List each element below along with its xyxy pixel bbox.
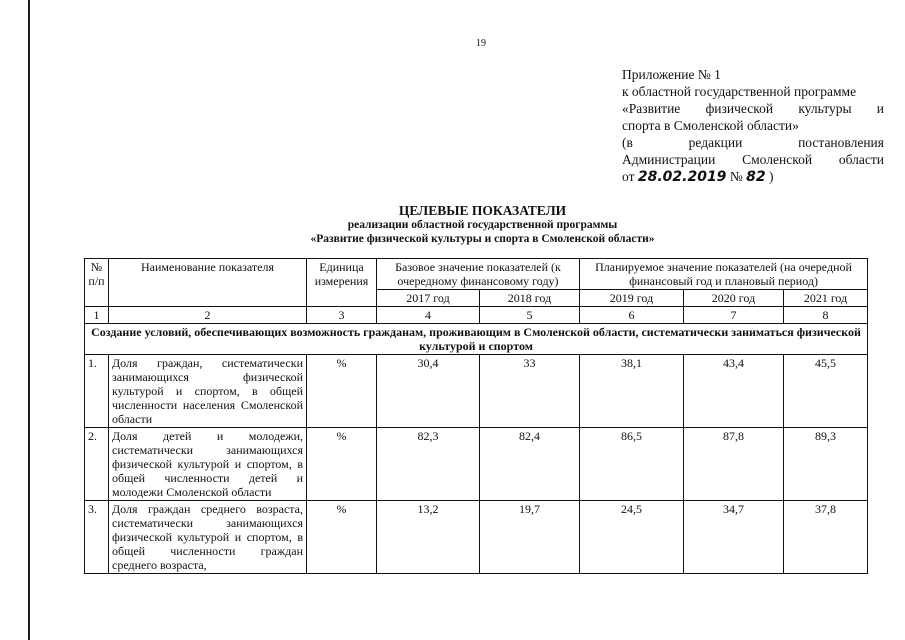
value-2019: 24,5 xyxy=(580,501,684,574)
column-number: 2 xyxy=(109,307,307,324)
word: редакции xyxy=(688,135,743,150)
word: постановления xyxy=(798,135,884,150)
header-plan: Планируемое значение показателей (на очередной финансовый год и плановый период) xyxy=(580,259,868,290)
header-year: 2018 год xyxy=(480,290,580,307)
header-name: Наименование показателя xyxy=(109,259,307,307)
header-year: 2020 год xyxy=(684,290,784,307)
header-unit: Единица измерения xyxy=(307,259,377,307)
table-row xyxy=(85,355,868,428)
indicator-name: Доля граждан среднего возраста, систематически занимающихся физической культурой и спортом, в общей численности граждан среднего возраста, xyxy=(109,501,307,574)
column-number: 6 xyxy=(580,307,684,324)
column-number-row xyxy=(85,307,868,324)
column-number: 7 xyxy=(684,307,784,324)
page-number: 19 xyxy=(476,38,486,49)
value-2020: 34,7 xyxy=(684,501,784,574)
appendix-line-program-name xyxy=(622,100,884,117)
column-number: 3 xyxy=(307,307,377,324)
row-number: 1. xyxy=(85,355,109,428)
table-row xyxy=(85,501,868,574)
indicator-unit: % xyxy=(307,501,377,574)
date-prefix: от xyxy=(622,169,635,184)
value-2017: 82,3 xyxy=(377,428,480,501)
header-base: Базовое значение показателей (к очередному финансовому году) xyxy=(377,259,580,290)
appendix-block xyxy=(622,66,884,186)
word: культуры xyxy=(798,101,852,116)
word: области xyxy=(838,152,884,167)
header-num: № п/п xyxy=(85,259,109,307)
indicators-table xyxy=(84,258,868,574)
section-row xyxy=(85,324,868,355)
appendix-line-program-name-end: спорта в Смоленской области» xyxy=(622,118,799,133)
binding-margin-line xyxy=(28,0,30,640)
value-2017: 13,2 xyxy=(377,501,480,574)
appendix-line-program: к областной государственной программе xyxy=(622,84,857,99)
number-sign: № xyxy=(729,169,743,184)
indicator-unit: % xyxy=(307,355,377,428)
column-number: 8 xyxy=(784,307,868,324)
value-2021: 89,3 xyxy=(784,428,868,501)
appendix-line-date xyxy=(622,168,884,186)
value-2019: 38,1 xyxy=(580,355,684,428)
word: Администрации xyxy=(622,152,716,167)
value-2021: 37,8 xyxy=(784,501,868,574)
document-title xyxy=(120,203,845,246)
value-2021: 45,5 xyxy=(784,355,868,428)
title-program-name: «Развитие физической культуры и спорта в Смоленской области» xyxy=(310,233,655,245)
header-year: 2021 год xyxy=(784,290,868,307)
appendix-line-edition xyxy=(622,134,884,151)
closing-paren: ) xyxy=(768,169,774,184)
value-2018: 19,7 xyxy=(480,501,580,574)
value-2020: 87,8 xyxy=(684,428,784,501)
handwritten-number: 82 xyxy=(746,169,766,185)
indicator-name: Доля детей и молодежи, систематически занимающихся физической культурой и спортом, в общей численности детей и молодежи Смоленской области xyxy=(109,428,307,501)
indicator-unit: % xyxy=(307,428,377,501)
title-main: ЦЕЛЕВЫЕ ПОКАЗАТЕЛИ xyxy=(398,203,567,218)
row-number: 3. xyxy=(85,501,109,574)
header-year: 2019 год xyxy=(580,290,684,307)
title-subtitle: реализации областной государственной программы xyxy=(347,219,618,231)
value-2017: 30,4 xyxy=(377,355,480,428)
indicator-name: Доля граждан, систематически занимающихся физической культурой и спортом, в общей численности населения Смоленской области xyxy=(109,355,307,428)
table-row xyxy=(85,428,868,501)
header-year: 2017 год xyxy=(377,290,480,307)
appendix-title: Приложение № 1 xyxy=(622,67,721,82)
column-number: 1 xyxy=(85,307,109,324)
value-2019: 86,5 xyxy=(580,428,684,501)
value-2018: 82,4 xyxy=(480,428,580,501)
word: «Развитие xyxy=(622,101,681,116)
handwritten-date: 28.02.2019 xyxy=(637,169,727,185)
row-number: 2. xyxy=(85,428,109,501)
section-title: Создание условий, обеспечивающих возможность гражданам, проживающим в Смоленской области, систематически заниматься физической культурой и спортом xyxy=(85,324,868,355)
word: Смоленской xyxy=(742,152,813,167)
word: физической xyxy=(705,101,774,116)
appendix-line-administration xyxy=(622,151,884,168)
value-2018: 33 xyxy=(480,355,580,428)
column-number: 5 xyxy=(480,307,580,324)
value-2020: 43,4 xyxy=(684,355,784,428)
word: (в xyxy=(622,135,633,150)
word: и xyxy=(876,101,884,116)
table-header-row xyxy=(85,259,868,290)
column-number: 4 xyxy=(377,307,480,324)
